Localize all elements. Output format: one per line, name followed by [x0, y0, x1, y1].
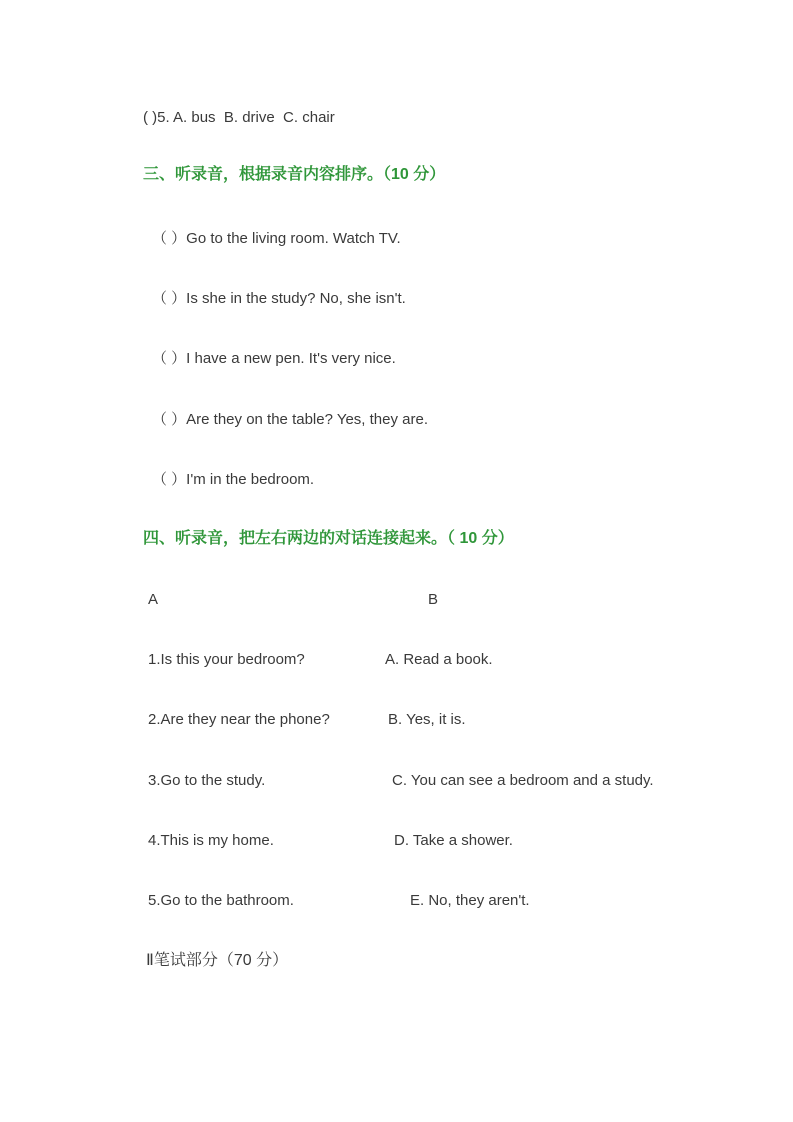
- match-row-3-left: 3.Go to the study.: [148, 772, 266, 789]
- written-section-title: Ⅱ笔试部分（70 分）: [146, 952, 289, 969]
- match-row-3-right: C. You can see a bedroom and a study.: [392, 772, 654, 789]
- match-row-2-left: 2.Are they near the phone?: [148, 711, 330, 728]
- column-a-label: A: [148, 591, 159, 608]
- section4-heading: 四、听录音，把左右两边的对话连接起来。（ 10 分）: [143, 530, 514, 547]
- section3-heading: 三、听录音，根据录音内容排序。（10 分）: [143, 166, 446, 183]
- match-row-1-right: A. Read a book.: [385, 651, 493, 668]
- column-b-label: B: [428, 591, 439, 608]
- match-row-2-right: B. Yes, it is.: [388, 711, 466, 728]
- section3-item-4: （ ）Are they on the table? Yes, they are.: [152, 411, 429, 428]
- section3-item-5: （ ）I'm in the bedroom.: [152, 471, 315, 488]
- section3-item-1: （ ）Go to the living room. Watch TV.: [152, 230, 401, 247]
- section3-item-3: （ ）I have a new pen. It's very nice.: [152, 350, 396, 367]
- match-row-4-right: D. Take a shower.: [394, 832, 513, 849]
- match-row-5-right: E. No, they aren't.: [410, 892, 530, 909]
- match-row-4-left: 4.This is my home.: [148, 832, 274, 849]
- section3-item-2: （ ）Is she in the study? No, she isn't.: [152, 290, 406, 307]
- question-5-options: ( )5. A. bus B. drive C. chair: [143, 109, 335, 126]
- match-row-5-left: 5.Go to the bathroom.: [148, 892, 294, 909]
- match-row-1-left: 1.Is this your bedroom?: [148, 651, 305, 668]
